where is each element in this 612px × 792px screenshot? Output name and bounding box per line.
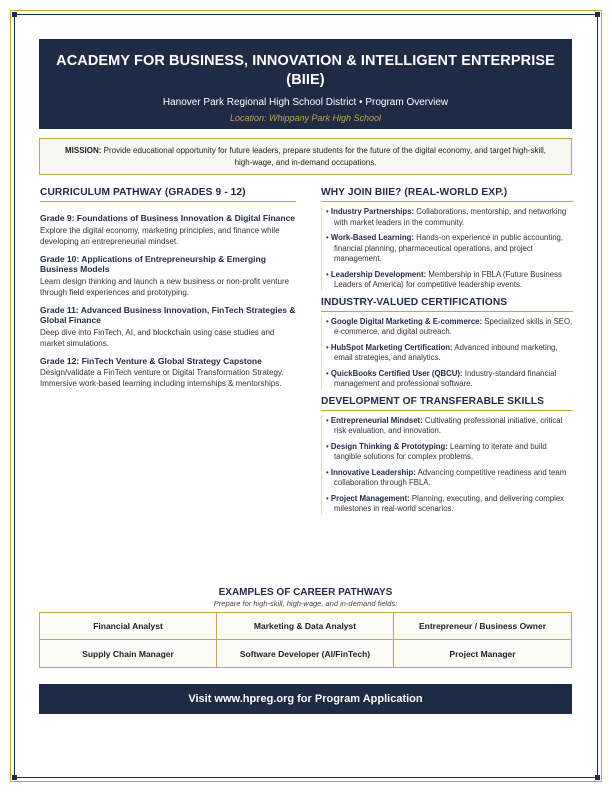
item-text: Planning, executing, and delivering complex milestones in real-world scenarios. (334, 493, 565, 513)
certifications-title: INDUSTRY-VALUED CERTIFICATIONS (321, 297, 573, 312)
careers-title: EXAMPLES OF CAREER PATHWAYS (218, 587, 393, 598)
item-text: Industry-standard financial management and professional software. (334, 368, 557, 388)
why-join-section (321, 187, 573, 291)
grade-title: Grade 11: Advanced Business Innovation, FinTech Strategies & Global Finance (40, 304, 296, 325)
item-text: Membership in FBLA (Future Business Leaders of America) for competitive leadership events. (334, 269, 562, 289)
skills-list (321, 415, 573, 515)
list-item: • Work-Based Learning: Hands-on experience in public accounting, financial planning, pharmaceutical operations, and project management. (326, 233, 564, 263)
careers-grid (39, 612, 572, 668)
list-item: • Google Digital Marketing & E-commerce: Specialized skills in SEO, e-commerce, and digital outreach. (326, 316, 573, 336)
mission-box (39, 138, 572, 175)
certifications-list (321, 316, 573, 390)
program-title: ACADEMY FOR BUSINESS, INNOVATION & INTELLIGENT ENTERPRISE (BIIE) (56, 53, 555, 88)
career-cell: Software Developer (AI/FinTech) (217, 640, 394, 667)
item-text: Hands-on experience in public accounting, financial planning, pharmaceutical operations, and project management. (334, 233, 564, 263)
list-item: • Leadership Development: Membership in FBLA (Future Business Leaders of America) for competitive leadership events. (326, 269, 562, 289)
grade-description: Design/validate a FinTech venture or Digital Transformation Strategy. Immersive work-based learning including internships & mentorships. (40, 368, 284, 388)
highlights-column (321, 187, 573, 521)
certifications-section (321, 297, 573, 390)
grade-title: Grade 12: FinTech Venture & Global Strategy Capstone (40, 355, 262, 366)
corner-ornament (595, 775, 600, 780)
list-item: • Entrepreneurial Mindset: Cultivating professional initiative, critical risk evaluation, and innovation. (326, 415, 563, 435)
grade-item (40, 254, 296, 298)
careers-subtitle: Prepare for high-skill, high-wage, and in-demand fields: (213, 599, 398, 608)
grade-description: Explore the digital economy, marketing principles, and finance while developing an entrepreneurial mindset. (40, 225, 280, 246)
item-label: HubSpot Marketing Certification: (330, 342, 453, 352)
list-item: • Industry Partnerships: Collaborations, mentorship, and networking with market leaders in the community. (326, 207, 567, 227)
item-label: Entrepreneurial Mindset: (330, 415, 423, 425)
item-label: Work-Based Learning: (330, 233, 414, 242)
skills-title: DEVELOPMENT OF TRANSFERABLE SKILLS (321, 396, 573, 411)
why-join-list (321, 206, 573, 291)
career-cell: Financial Analyst (40, 613, 217, 640)
program-location: Location: Whippany Park High School (229, 113, 382, 123)
career-cell: Supply Chain Manager (40, 640, 217, 667)
mission-text: Provide educational opportunity for future leaders, prepare students for the future of the digital economy, and target high-skill, high-wage, and in-demand occupations. (101, 146, 546, 167)
curriculum-title: CURRICULUM PATHWAY (GRADES 9 - 12) (40, 187, 296, 202)
grade-item (40, 213, 296, 247)
why-join-title: WHY JOIN BIIE? (REAL-WORLD EXP.) (321, 187, 573, 202)
career-cell: Project Manager (394, 640, 571, 667)
list-item: • Project Management: Planning, executing, and delivering complex milestones in real-world scenarios. (326, 493, 565, 513)
grade-title: Grade 10: Applications of Entrepreneurship & Emerging Business Models (40, 253, 266, 274)
grade-description: Learn design thinking and launch a new business or non-profit venture through field experiences and prototyping. (40, 276, 290, 297)
application-footer: Visit www.hpreg.org for Program Application (39, 684, 572, 714)
grade-title: Grade 9: Foundations of Business Innovation & Digital Finance (40, 213, 296, 223)
item-label: Leadership Development: (330, 269, 427, 279)
item-label: Project Management: (330, 493, 410, 503)
corner-ornament (12, 12, 17, 17)
grade-item (40, 356, 296, 390)
skills-section (321, 396, 573, 515)
corner-ornament (12, 775, 17, 780)
list-item: • QuickBooks Certified User (QBCU): Industry-standard financial management and professional software. (326, 368, 557, 388)
curriculum-column (40, 187, 296, 396)
career-cell: Marketing & Data Analyst (217, 613, 394, 640)
item-label: Google Digital Marketing & E-commerce: (330, 316, 483, 326)
list-item: • HubSpot Marketing Certification: Advanced inbound marketing, email strategies, and analytics. (326, 342, 558, 362)
grade-item (40, 305, 296, 349)
item-text: Collaborations, mentorship, and networking with market leaders in the community. (334, 207, 567, 227)
item-label: Industry Partnerships: (330, 207, 415, 216)
corner-ornament (595, 12, 600, 17)
item-label: Design Thinking & Prototyping: (330, 441, 448, 451)
mission-label: MISSION: (64, 146, 102, 155)
program-subtitle: Hanover Park Regional High School District • Program Overview (162, 97, 449, 108)
item-text: Learning to iterate and build tangible solutions for complex problems. (334, 441, 547, 461)
list-item: • Design Thinking & Prototyping: Learning to iterate and build tangible solutions for complex problems. (326, 441, 547, 461)
program-header (39, 39, 572, 129)
item-label: QuickBooks Certified User (QBCU): (330, 368, 463, 378)
item-label: Innovative Leadership: (330, 467, 416, 477)
item-text: Advancing competitive readiness and team collaboration through FBLA. (334, 467, 567, 487)
item-text: Cultivating professional initiative, critical risk evaluation, and innovation. (334, 415, 563, 435)
career-cell: Entrepreneur / Business Owner (394, 613, 571, 640)
item-text: Advanced inbound marketing, email strategies, and analytics. (334, 342, 558, 362)
list-item: • Innovative Leadership: Advancing competitive readiness and team collaboration through FBLA. (326, 467, 567, 487)
item-text: Specialized skills in SEO, e-commerce, and digital outreach. (334, 316, 573, 336)
grade-description: Deep dive into FinTech, AI, and blockchain using case studies and market simulations. (40, 327, 275, 348)
